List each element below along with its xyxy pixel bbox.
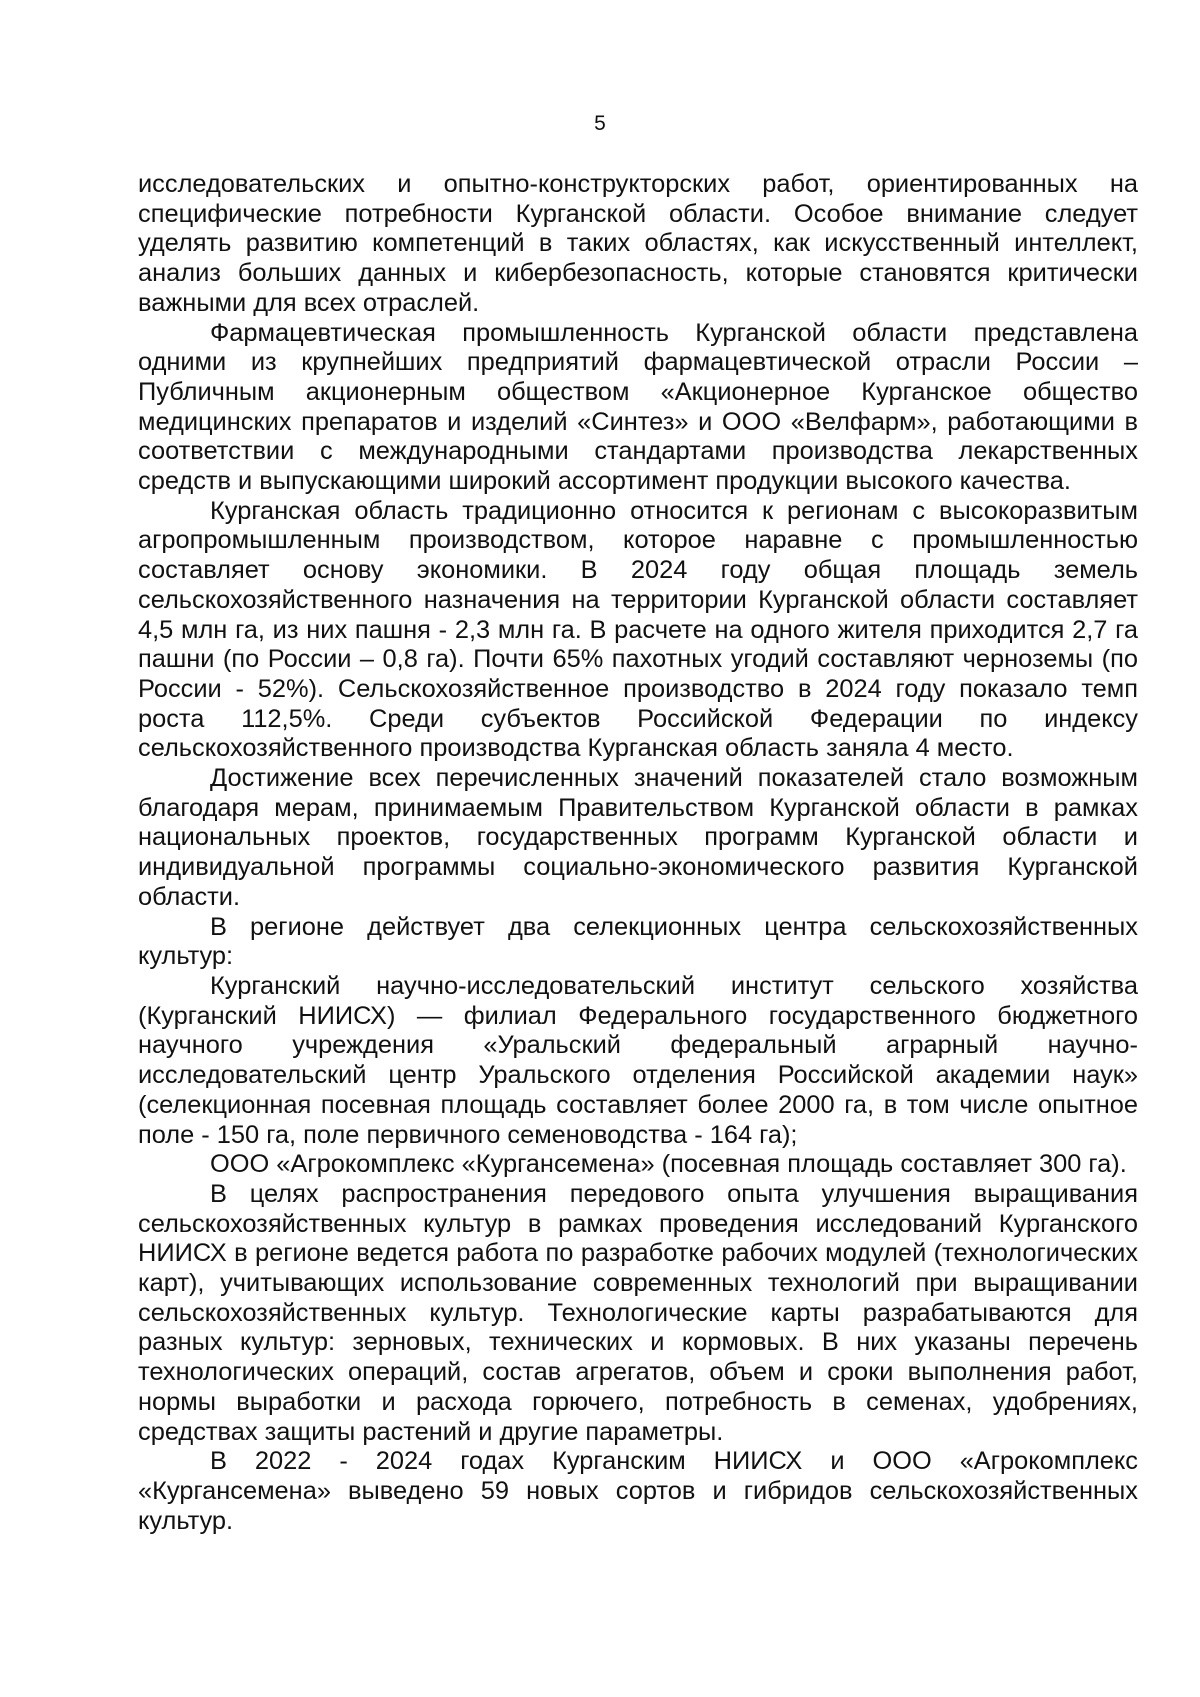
paragraph-achievements: Достижение всех перечисленных значений показателей стало возможным благодаря мерам, принимаемым Правительством Курганской области в рамках национальных проектов, государственных программ Курганской области и индивидуальной программы социально-экономического развития Курганской области. [138,764,1138,911]
paragraph-agriculture: Курганская область традиционно относится к регионам с высокоразвитым агропромышленным производством, которое наравне с промышленностью составляет основу экономики. В 2024 году общая площадь земель сельскохозяйственного назначения на территории Курганской области составляет 4,5 млн га, из них пашня - 2,3 млн га. В расчете на одного жителя приходится 2,7 га пашни (по России – 0,8 га). Почти 65% пахотных угодий составляют черноземы (по России - 52%). Сельскохозяйственное производство в 2024 году показало темп роста 112,5%. Среди субъектов Российской Федерации по индексу сельскохозяйственного производства Курганская область заняла 4 место. [138,496,1138,763]
paragraph-breeding-centers-intro: В регионе действует два селекционных центра сельскохозяйственных культур: [138,912,1138,971]
paragraph-kurgan-niish: Курганский научно-исследовательский институт сельского хозяйства (Курганский НИИСХ) — филиал Федерального государственного бюджетного научного учреждения «Уральский федеральный аграрный научно-исследовательский центр Уральского отделения Российской академии наук» (селекционная посевная площадь составляет более 2000 га, в том числе опытное поле - 150 га, поле первичного семеноводства - 164 га); [138,971,1138,1149]
paragraph-research-continuation: исследовательских и опытно-конструкторских работ, ориентированных на специфические потребности Курганской области. Особое внимание следует уделять развитию компетенций в таких областях, как искусственный интеллект, анализ больших данных и кибербезопасность, которые становятся критически важными для всех отраслей. [138,170,1138,317]
paragraph-agrokompleks: ООО «Агрокомплекс «Кургансемена» (посевная площадь составляет 300 га). [210,1150,1127,1179]
page-number: 5 [594,112,606,135]
paragraph-pharmaceutical-industry: Фармацевтическая промышленность Курганской области представлена одними из крупнейших предприятий фармацевтической отрасли России – Публичным акционерным обществом «Акционерное Курганское общество медицинских препаратов и изделий «Синтез» и ООО «Велфарм», работающими в соответствии с международными стандартами производства лекарственных средств и выпускающими широкий ассортимент продукции высокого качества. [138,318,1138,496]
paragraph-new-varieties: В 2022 - 2024 годах Курганским НИИСХ и ООО «Агрокомплекс «Кургансемена» выведено 59 новых сортов и гибридов сельскохозяйственных культур. [138,1447,1138,1535]
document-body [138,170,1138,1536]
paragraph-technology-maps: В целях распространения передового опыта улучшения выращивания сельскохозяйственных культур в рамках проведения исследований Курганского НИИСХ в регионе ведется работа по разработке рабочих модулей (технологических карт), учитывающих использование современных технологий при выращивании сельскохозяйственных культур. Технологические карты разрабатываются для разных культур: зерновых, технических и кормовых. В них указаны перечень технологических операций, состав агрегатов, объем и сроки выполнения работ, нормы выработки и расхода горючего, потребность в семенах, удобрениях, средствах защиты растений и другие параметры. [138,1179,1138,1446]
